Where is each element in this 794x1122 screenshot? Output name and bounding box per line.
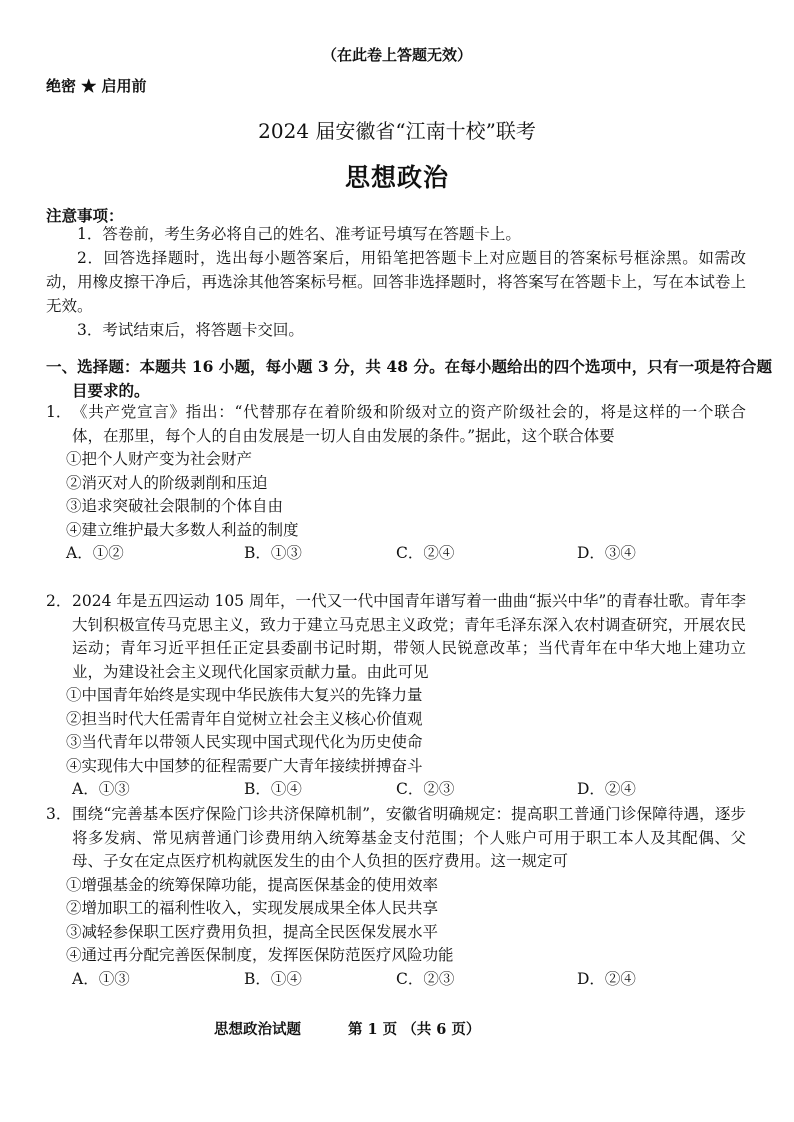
- statement: ④实现伟大中国梦的征程需要广大青年接续拼搏奋斗: [66, 756, 423, 775]
- question-number: 3．: [46, 805, 72, 823]
- choice-a[interactable]: A．①③: [72, 969, 130, 988]
- footer-page-number: 第 1 页 （共 6 页）: [348, 1021, 481, 1038]
- notice-item: 3．考试结束后，将答题卡交回。: [77, 321, 304, 339]
- statement: ③减轻参保职工医疗费用负担，提高全民医保发展水平: [66, 922, 439, 941]
- choice-b[interactable]: B．①④: [244, 780, 302, 798]
- choice-b[interactable]: B．①④: [244, 969, 302, 988]
- statement: ②消灭对人的阶级剥削和压迫: [66, 473, 268, 492]
- choice-d[interactable]: D．②④: [577, 969, 636, 988]
- notice-list: [46, 222, 746, 342]
- secrecy-label: 绝密 ★ 启用前: [46, 77, 147, 95]
- footer-subject: 思想政治试题: [214, 1021, 301, 1038]
- choice-c[interactable]: C．②③: [396, 969, 455, 988]
- question-number: 1．: [46, 403, 72, 421]
- statement: ③当代青年以带领人民实现中国式现代化为历史使命: [66, 733, 423, 751]
- question-stem: 围绕“完善基本医疗保险门诊共济保障机制”，安徽省明确规定：提高职工普通门诊保障待遇，逐步将多发病、常见病普通门诊费用纳入统筹基金支付范围；个人账户可用于职工本人及其配偶、父母、子女在定点医疗机构就医发生的由个人负担的医疗费用。这一规定可: [72, 805, 746, 870]
- statement: ④建立维护最大多数人利益的制度: [66, 520, 299, 539]
- question-stem: 《共产党宣言》指出：“代替那存在着阶级和阶级对立的资产阶级社会的，将是这样的一个联合体，在那里，每个人的自由发展是一切人自由发展的条件。”据此，这个联合体要: [72, 403, 746, 445]
- question-number: 2．: [46, 592, 72, 610]
- answer-choices: [46, 968, 746, 991]
- statement: ①增强基金的统筹保障功能，提高医保基金的使用效率: [66, 875, 439, 894]
- choice-d[interactable]: D．③④: [577, 544, 636, 562]
- statement: ②担当时代大任需青年自觉树立社会主义核心价值观: [66, 709, 423, 728]
- statement: ④通过再分配完善医保制度，发挥医保防范医疗风险功能: [66, 946, 454, 964]
- statement: ①中国青年始终是实现中华民族伟大复兴的先锋力量: [66, 686, 423, 704]
- statement: ①把个人财产变为社会财产: [66, 450, 253, 468]
- choice-a[interactable]: A．①②: [66, 544, 124, 562]
- notice-item: 2．回答选择题时，选出每小题答案后，用铅笔把答题卡上对应题目的答案标号框涂黑。如需改动，用橡皮擦干净后，再选涂其他答案标号框。回答非选择题时，将答案写在答题卡上，写在本试卷上无效。: [46, 249, 746, 315]
- choice-c[interactable]: C．②③: [396, 780, 455, 798]
- answer-choices: [46, 542, 746, 565]
- answer-choices: [46, 778, 746, 801]
- question-2: [46, 590, 746, 801]
- question-1: [46, 401, 746, 565]
- choice-d[interactable]: D．②④: [577, 780, 636, 798]
- question-3: [46, 803, 746, 991]
- statement: ③追求突破社会限制的个体自由: [66, 497, 284, 515]
- choice-c[interactable]: C．②④: [396, 544, 455, 562]
- choice-a[interactable]: A．①③: [72, 780, 130, 798]
- notice-item: 1．答卷前，考生务必将自己的姓名、准考证号填写在答题卡上。: [77, 225, 521, 243]
- choice-b[interactable]: B．①③: [244, 544, 302, 562]
- statement: ②增加职工的福利性收入，实现发展成果全体人民共享: [66, 899, 439, 917]
- header-note: （在此卷上答题无效）: [321, 46, 472, 64]
- question-stem: 2024 年是五四运动 105 周年，一代又一代中国青年谱写着一曲曲“振兴中华”的青春壮歌。青年李大钊积极宣传马克思主义，致力于建立马克思主义政党；青年毛泽东深入农村调查研究，开展农民运动；青年习近平担任正定县委副书记时期，带领人民锐意改革；当代青年在中华大地上建功立业，为建设社会主义现代化国家贡献力量。由此可见: [72, 592, 746, 681]
- section-heading: 一、选择题：本题共 16 小题，每小题 3 分，共 48 分。在每小题给出的四个选项中，只有一项是符合题目要求的。: [46, 357, 772, 400]
- exam-title: 2024 届安徽省“江南十校”联考: [258, 119, 536, 143]
- subject-title: 思想政治: [344, 163, 449, 192]
- notice-title: 注意事项：: [46, 206, 124, 225]
